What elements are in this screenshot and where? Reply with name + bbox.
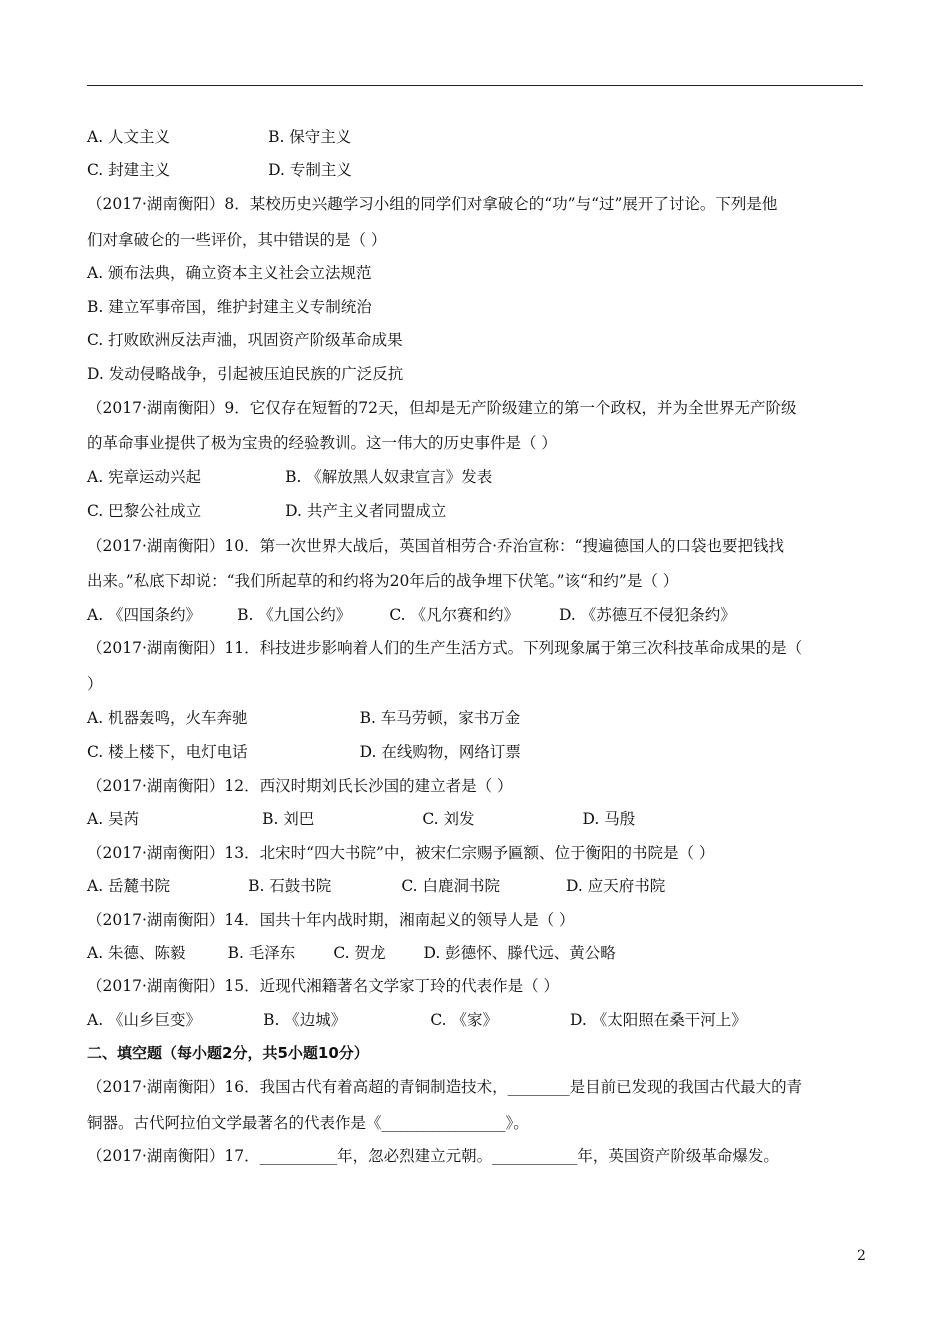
page-number: 2 [857, 1248, 866, 1264]
q13-option-b: B. 石鼓书院 [248, 877, 332, 895]
q10-options-row [87, 605, 736, 625]
q15-options-row [87, 1010, 747, 1030]
q16-stem-line1: （2017·湖南衡阳）16．我国古代有着高超的青铜制造技术，________是目前已发现的我国古代最大的青 [87, 1078, 803, 1096]
q7-option-c: C. 封建主义 [87, 161, 171, 179]
q7-option-b: B. 保守主义 [268, 128, 352, 146]
q14-option-d: D. 彭德怀、滕代远、黄公略 [423, 944, 616, 962]
q13-options-row [87, 876, 665, 896]
q9-option-a: A. 宪章运动兴起 [87, 468, 202, 486]
q10-option-d: D. 《苏德互不侵犯条约》 [558, 606, 736, 624]
header-rule [87, 85, 863, 86]
q9-options-row-2 [87, 501, 446, 521]
q15-option-d: D. 《太阳照在桑干河上》 [569, 1011, 747, 1029]
q9-options-row-1 [87, 467, 492, 487]
q14-option-b: B. 毛泽东 [227, 944, 296, 962]
q12-option-a: A. 吴芮 [87, 810, 140, 828]
q13-stem: （2017·湖南衡阳）13．北宋时“四大书院”中，被宋仁宗赐予匾额、位于衡阳的书院是（ ） [87, 844, 715, 862]
q14-option-c: C. 贺龙 [333, 944, 386, 962]
q7-option-d: D. 专制主义 [268, 161, 352, 179]
q10-stem-line2: 出来。”私底下却说：“我们所起草的和约将为20年后的战争埋下伏笔。”该“和约”是（ ） [87, 572, 679, 590]
q10-option-a: A. 《四国条约》 [87, 606, 202, 624]
q12-option-c: C. 刘发 [422, 810, 475, 828]
q15-option-c: C. 《家》 [430, 1011, 498, 1029]
q14-stem: （2017·湖南衡阳）14．国共十年内战时期，湘南起义的领导人是（ ） [87, 911, 575, 929]
q8-option-d: D. 发动侵略战争，引起被压迫民族的广泛反抗 [87, 365, 404, 383]
q13-option-a: A. 岳麓书院 [87, 877, 171, 895]
q8-option-c: C. 打败欧洲反法声浀，巩固资产阶级革命成果 [87, 331, 403, 349]
q8-option-b: B. 建立军事帝国，维护封建主义专制统治 [87, 298, 372, 316]
q9-option-b: B. 《解放黑人奴隶宣言》发表 [285, 468, 493, 486]
q11-stem-line2: ） [87, 675, 103, 693]
q11-option-d: D. 在线购物，网络订票 [359, 743, 521, 761]
q11-options-row-1 [87, 708, 520, 728]
q8-stem-line2: 们对拿破仑的一些评价，其中错误的是（ ） [87, 231, 387, 249]
q11-options-row-2 [87, 742, 521, 762]
q9-stem-line2: 的革命事业提供了极为宝贵的经验教训。这一伟大的历史事件是（ ） [87, 434, 557, 452]
section-title-fill-in: 二、填空题（每小题2分，共5小题10分） [87, 1044, 369, 1062]
q10-option-c: C. 《凡尔赛和约》 [389, 606, 519, 624]
q16-stem-line2: 铜器。古代阿拉伯文学最著名的代表作是《________________》。 [87, 1114, 529, 1132]
q10-stem-line1: （2017·湖南衡阳）10．第一次世界大战后，英国首相劳合·乔治宣称：“搜遍德国人的口袋也要把钱找 [87, 537, 784, 555]
q8-option-a: A. 颁布法典，确立资本主义社会立法规范 [87, 264, 372, 282]
q13-option-d: D. 应天府书院 [565, 877, 666, 895]
q15-option-a: A. 《山乡巨变》 [87, 1011, 202, 1029]
q14-option-a: A. 朱德、陈毅 [87, 944, 186, 962]
q9-option-c: C. 巴黎公社成立 [87, 502, 202, 520]
q11-option-c: C. 楼上楼下，电灯电话 [87, 743, 248, 761]
q10-option-b: B. 《九国公约》 [237, 606, 352, 624]
q7-options-row-1 [87, 127, 351, 147]
q11-stem-line1: （2017·湖南衡阳）11．科技进步影响着人们的生产生活方式。下列现象属于第三次科技革命成果的是（ [87, 639, 803, 657]
q11-option-b: B. 车马劳顿，家书万金 [359, 709, 521, 727]
q7-option-a: A. 人文主义 [87, 128, 171, 146]
q12-stem: （2017·湖南衡阳）12．西汉时期刘氏长沙国的建立者是（ ） [87, 777, 513, 795]
q17-stem: （2017·湖南衡阳）17．__________年，忽必烈建立元朝。___________年，英国资产阶级革命爆发。 [87, 1147, 779, 1165]
q13-option-c: C. 白鹿洞书院 [401, 877, 500, 895]
q12-options-row [87, 809, 635, 829]
q14-options-row [87, 943, 616, 963]
q8-stem-line1: （2017·湖南衡阳）8．某校历史兴趣学习小组的同学们对拿破仑的“功”与“过”展开了讨论。下列是他 [87, 195, 778, 213]
q9-option-d: D. 共产主义者同盟成立 [285, 502, 447, 520]
q12-option-d: D. 马殷 [582, 810, 636, 828]
q15-option-b: B. 《边城》 [263, 1011, 347, 1029]
q15-stem: （2017·湖南衡阳）15．近现代湘籍著名文学家丁玲的代表作是（ ） [87, 977, 560, 995]
q12-option-b: B. 刘巴 [262, 810, 315, 828]
q9-stem-line1: （2017·湖南衡阳）9．它仅存在短暂的72天，但却是无产阶级建立的第一个政权，并为全世界无产阶级 [87, 399, 797, 417]
q7-options-row-2 [87, 160, 352, 180]
q11-option-a: A. 机器轰鸣，火车奔驰 [87, 709, 248, 727]
